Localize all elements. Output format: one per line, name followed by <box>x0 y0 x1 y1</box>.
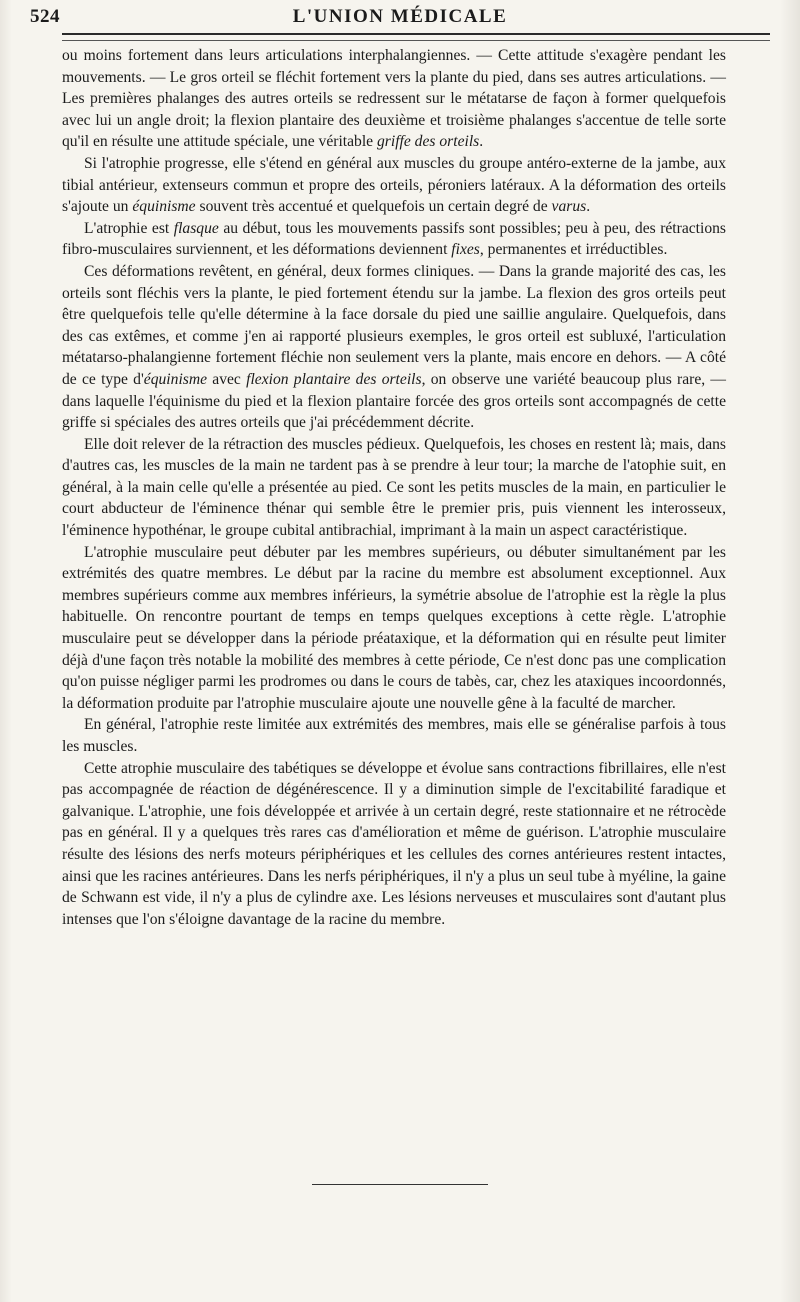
text-run: , on observe une variété beaucoup plus rare, — dans laquelle l'équinisme du pied et la flexion plantaire forcée des gros orteils sont accompagnés de cette griffe si spéciales des autres orteils que j'ai précédemment décrite. <box>62 370 727 432</box>
italic-term: fixes <box>451 241 480 259</box>
header-rule <box>62 33 770 35</box>
text-run: souvent très accentué et quelquefois un certain degré de <box>195 198 552 216</box>
page-number: 524 <box>30 6 60 27</box>
text-run: Ces déformations revêtent, en général, deux formes cliniques. — Dans la grande majorité des cas, les orteils sont fléchis vers la plante, le pied fortement étendu sur la jambe. La flexion des gros orteils peut être quelquefois telle qu'elle détermine à la face dorsale du pied une saillie angulaire. Quelquefois, dans des cas extêmes, et comme j'en ai rapporté plusieurs exemples, le gros orteil est subluxé, l'articulation métatarso-phalangienne fortement fléchie non seulement vers la plante, mais encore en dehors. — A côté de ce type d' <box>62 262 726 388</box>
text-run: L'atrophie est <box>84 219 174 237</box>
italic-term: flasque <box>173 219 219 237</box>
section-end-rule <box>312 1184 488 1185</box>
text-run: Cette atrophie musculaire des tabétiques se développe et évolue sans contractions fibrillaires, elle n'est pas accompagnée de réaction de dégénérescence. Il y a diminution simple de l'excitabilité faradique et galvanique. L'atrophie, une fois développée et arrivée à un certain degré, reste stationnaire et ne rétrocède pas en général. Il y a quelques très rares cas d'amélioration et même de guérison. L'atrophie musculaire résulte des lésions des nerfs moteurs périphériques et les cellules des cornes antérieures restent intactes, ainsi que les racines antérieures. Dans les nerfs périphériques, il n'y a plus un seul tube à myéline, la gaine de Schwann est vide, il n'y a plus de cylindre axe. Les lésions nerveuses et musculaires sont d'autant plus intenses que l'on s'éloigne davantage de la racine du membre. <box>62 759 726 928</box>
text-run: avec <box>207 370 247 388</box>
paragraph <box>62 758 726 931</box>
italic-term: équinisme <box>143 370 208 388</box>
text-run: . <box>586 198 591 216</box>
paragraph <box>62 434 726 542</box>
paragraph <box>62 218 726 261</box>
text-run: . <box>479 133 484 151</box>
italic-term: griffe des orteils <box>377 133 480 151</box>
text-run: au début, tous les mouvements passifs sont possibles; peu à peu, des rétractions fibro-musculaires surviennent, et les déformations deviennent <box>62 219 727 259</box>
running-title: L'UNION MÉDICALE <box>292 6 508 27</box>
paragraph <box>62 45 726 153</box>
page-header <box>30 4 770 28</box>
text-run: ou moins fortement dans leurs articulations interphalangiennes. — Cette attitude s'exagère pendant les mouvements. — Le gros orteil se fléchit fortement vers la plante du pied, dans ses autres articulations. — Les premières phalanges des autres orteils se redressent sur le métatarse de façon à former quelquefois avec lui un angle droit; la flexion plantaire des deuxième et troisième phalanges s'accentue de telle sorte qu'il en résulte une attitude spéciale, une véritable <box>62 47 726 151</box>
text-run: Elle doit relever de la rétraction des muscles pédieux. Quelquefois, les choses en restent là; mais, dans d'autres cas, les muscles de la main ne tardent pas à se prendre à leur tour; la marche de l'atophie suit, en général, à la main celle qu'elle a présentée au pied. Ce sont les petits muscles de la main, en particulier le court abducteur de l'éminence thénar qui semble être le premier pris, puis viennent les interosseux, l'éminence hypothénar, le groupe cubital antibrachial, imprimant à la main un aspect caractéristique. <box>62 435 726 540</box>
italic-term: flexion plantaire des orteils <box>246 370 422 388</box>
paragraph <box>62 261 726 434</box>
text-run: , permanentes et irréductibles. <box>479 241 668 259</box>
italic-term: équinisme <box>132 198 196 216</box>
paragraph <box>62 153 726 218</box>
paragraph <box>62 542 726 715</box>
text-run: Si l'atrophie progresse, elle s'étend en général aux muscles du groupe antéro-externe de la jambe, aux tibial antérieur, extenseurs commun et propre des orteils, péroniers latéraux. A la déformation des orteils s'ajoute un <box>62 154 726 216</box>
header-rule-thin <box>62 40 770 41</box>
italic-term: varus <box>551 198 587 216</box>
text-run: L'atrophie musculaire peut débuter par les membres supérieurs, ou débuter simultanément par les extrémités des quatre membres. Le début par la racine du membre est absolument exceptionnel. Aux membres supérieurs comme aux membres inférieurs, la symétrie absolue de l'atrophie est la règle la plus habituelle. On rencontre pourtant de temps en temps quelques exceptions à cette règle. L'atrophie musculaire peut se développer dans la période préataxique, et la déformation qui en résulte peut limiter déjà d'une façon très notable la mobilité des membres à cette période, Ce n'est donc pas une complication qu'on puisse négliger parmi les prodromes ou dans le cours de tabès, car, chez les ataxiques incoordonnés, la déformation produite par l'atrophie musculaire ajoute une nouvelle gêne à la faculté de marcher. <box>62 543 726 712</box>
paragraph <box>62 714 726 757</box>
article-body <box>62 45 726 930</box>
text-run: En général, l'atrophie reste limitée aux extrémités des membres, mais elle se généralise parfois à tous les muscles. <box>62 716 726 755</box>
